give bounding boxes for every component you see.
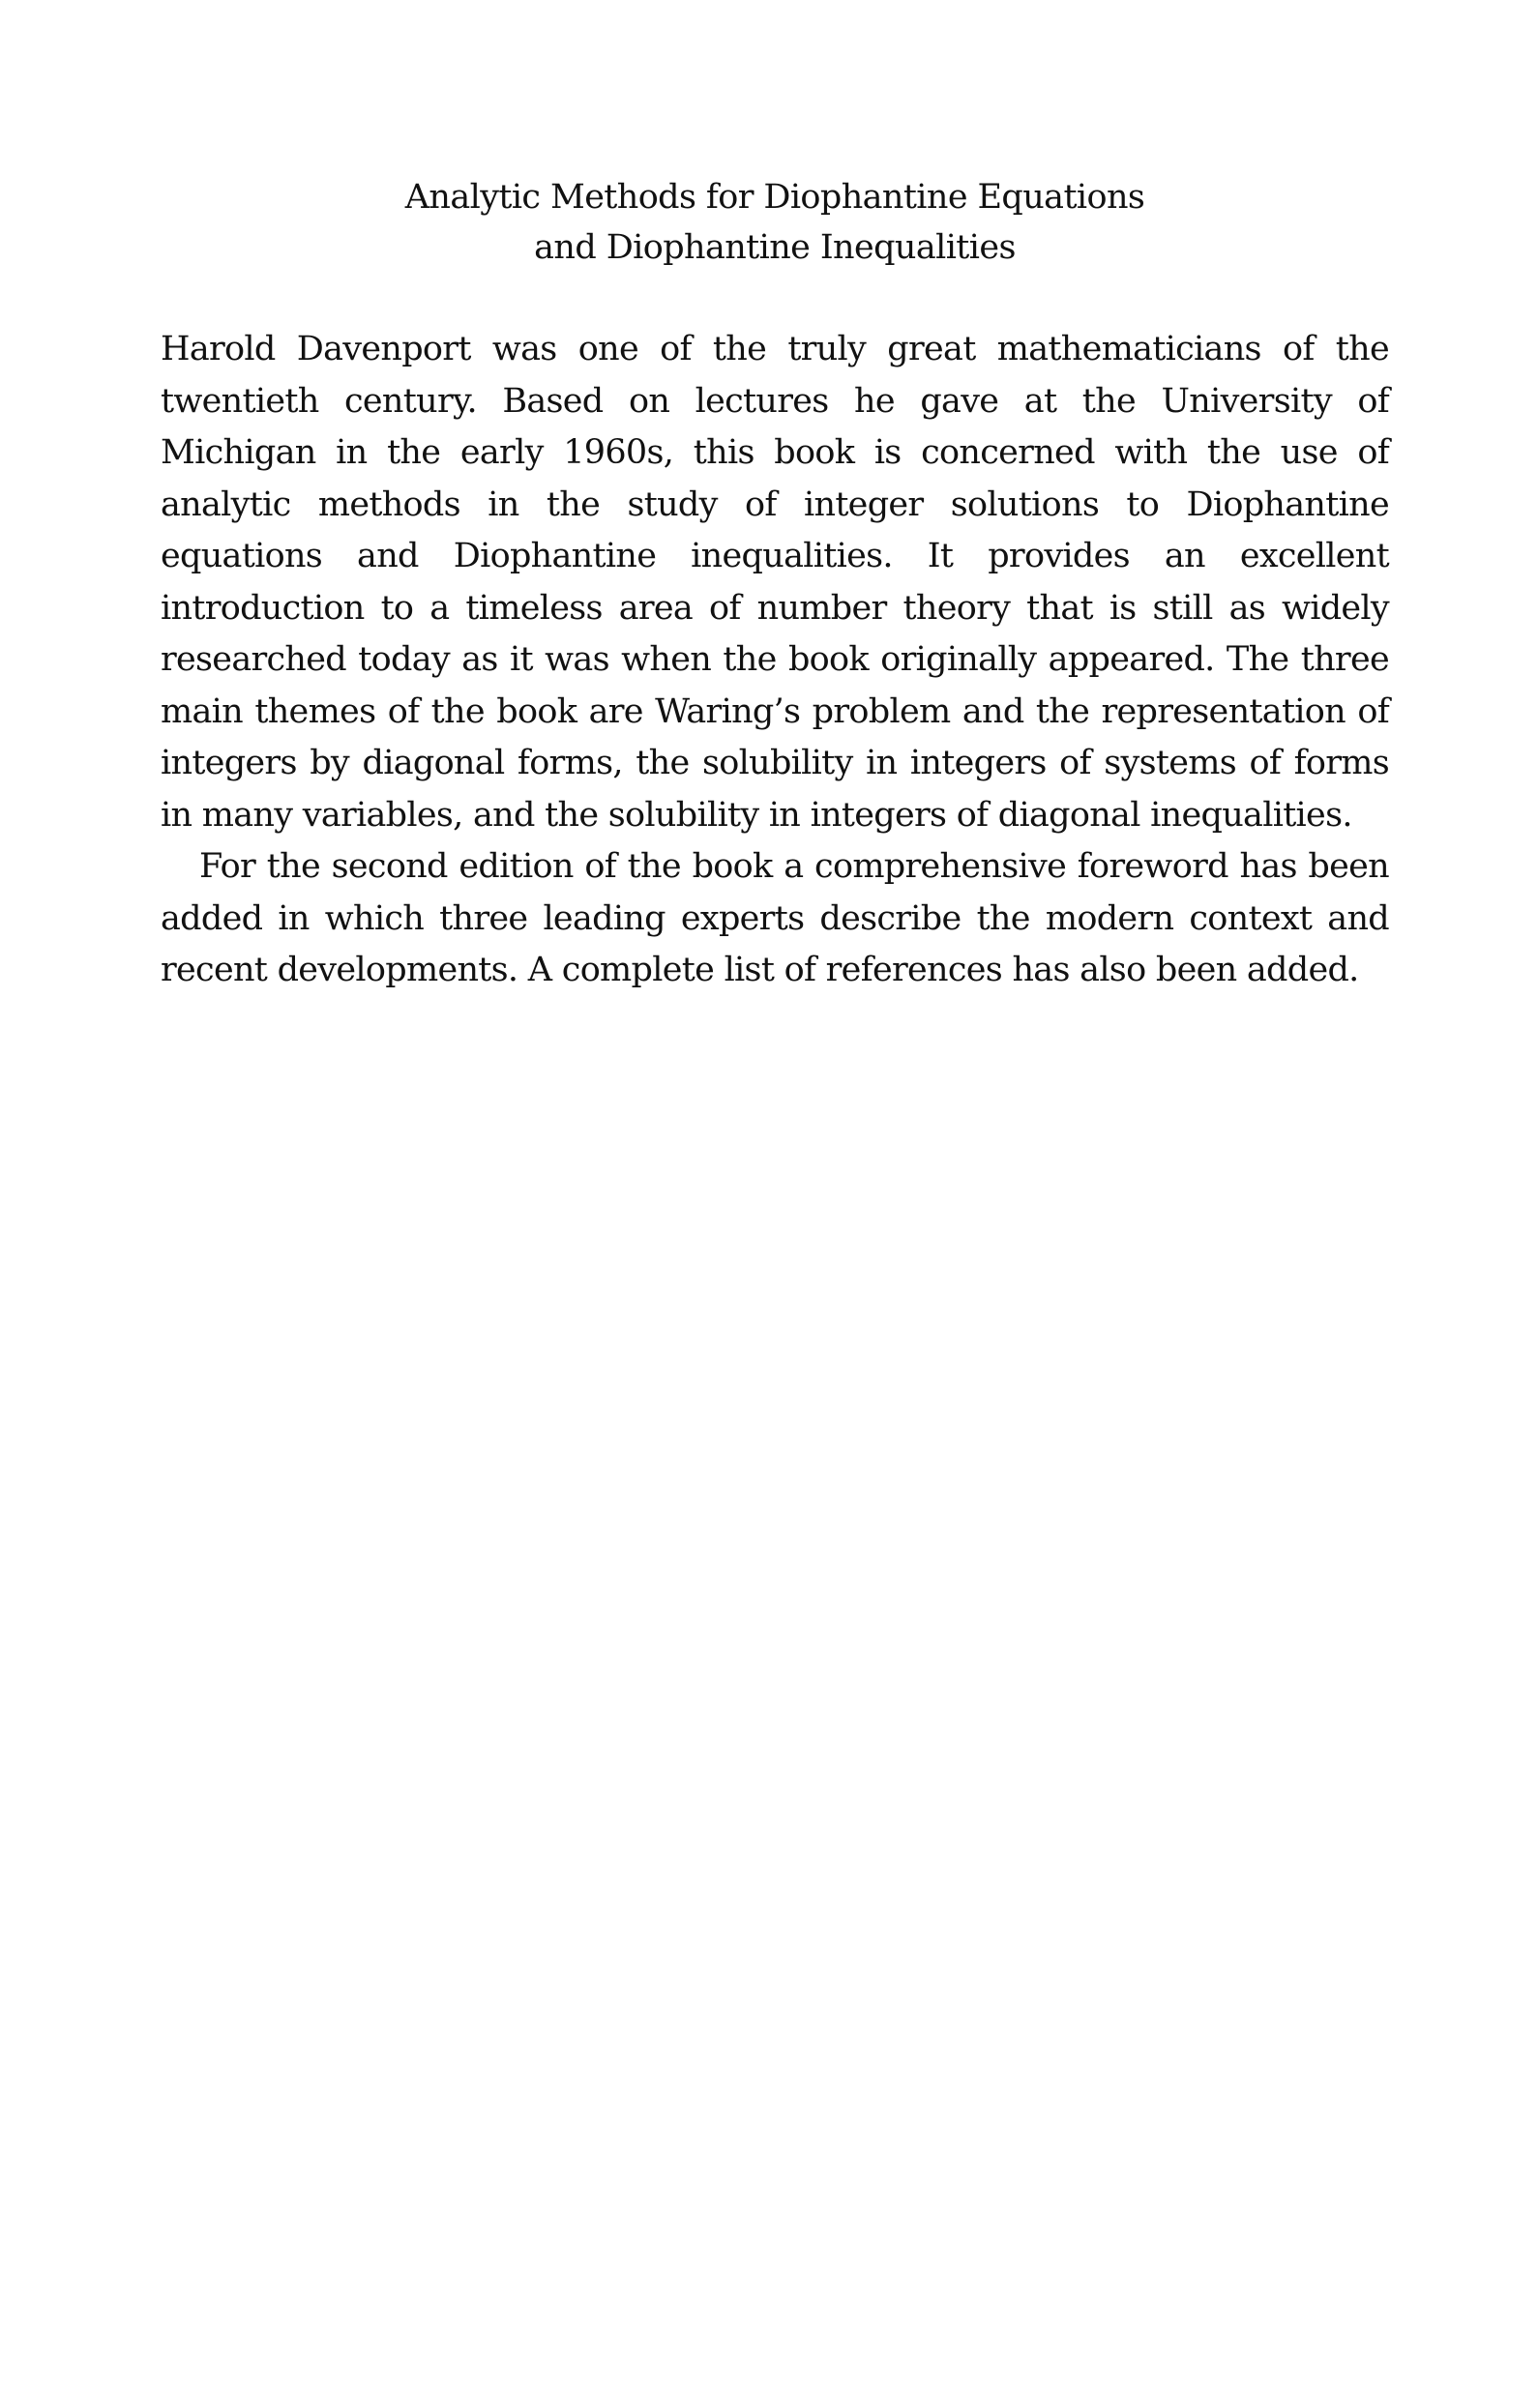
title-line-1: Analytic Methods for Diophantine Equations (404, 178, 1145, 217)
description-body (161, 324, 1389, 997)
title-line-2: and Diophantine Inequalities (534, 228, 1016, 267)
description-paragraph-2: For the second edition of the book a comprehensive foreword has been added in which three leading experts describe the modern context and recent developments. A complete list of references has also been added. (161, 847, 1389, 989)
description-paragraph-1: Harold Davenport was one of the truly great mathematicians of the twentieth century. Based on lectures he gave at the University of Michigan in the early 1960s, this book is concerned with the use of analytic methods in the study of integer solutions to Diophantine equations and Diophantine inequalities. It provides an excellent introduction to a timeless area of number theory that is still as widely researched today as it was when the book originally appeared. The three main themes of the book are Waring’s problem and the representation of integers by diagonal forms, the solubility in integers of systems of forms in many variables, and the solubility in integers of diagonal inequalities. (161, 330, 1389, 835)
page-title (161, 172, 1389, 273)
